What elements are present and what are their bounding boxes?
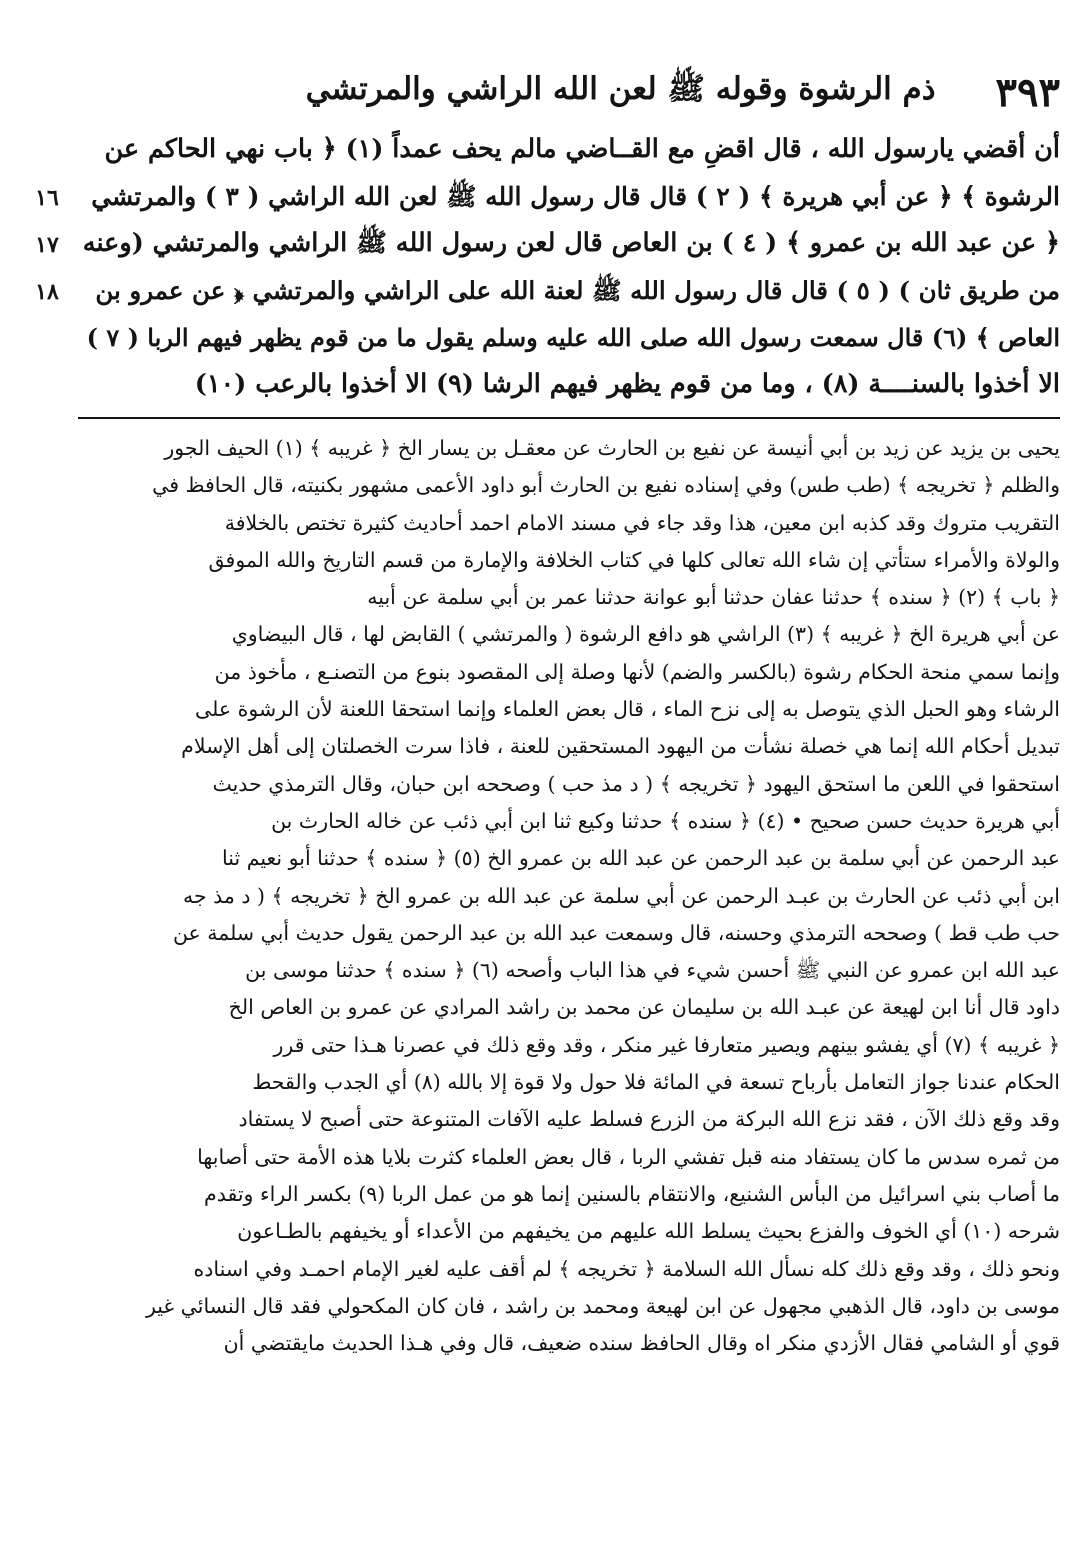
commentary-line: عبد الله ابن عمرو عن النبي ﷺ أحسن شيء في هذا الباب وأصحه (٦) ﴿ سنده ﴾ حدثنا موسى بن bbox=[245, 958, 1060, 983]
commentary-line: والظلم ﴿ تخريجه ﴾ (طب طس) وفي إسناده نفيع بن الحارث أبو داود الأعمى مشهور بكنيته، قال الحافظ في bbox=[152, 473, 1060, 498]
commentary-line: ﴿ غريبه ﴾ (٧) أي يفشو بينهم ويصير متعارفا غير منكر ، وقد وقع ذلك في عصرنا هـذا حتى قرر bbox=[273, 1032, 1060, 1057]
commentary-line: التقريب متروك وقد كذبه ابن معين، هذا وقد جاء في مسند الامام احمد أحاديث كثيرة تختص بالخلافة bbox=[224, 510, 1060, 535]
commentary-text bbox=[38, 430, 1060, 1362]
commentary-line: عبد الرحمن عن أبي سلمة بن عبد الرحمن عن عبد الله بن عمرو الخ (٥) ﴿ سنده ﴾ حدثنا أبو نعيم ثنا bbox=[222, 846, 1060, 871]
page-header bbox=[290, 62, 1060, 122]
commentary-line: ونحو ذلك ، وقد وقع ذلك كله نسأل الله السلامة ﴿ تخريجه ﴾ لم أقف عليه لغير الإمام احمـد وفي اسناده bbox=[193, 1256, 1060, 1281]
commentary-line: الرشاء وهو الحبل الذي يتوصل به إلى نزح الماء ، قال بعض العلماء وإنما استحقا اللعنة لأن الرشوة على bbox=[195, 697, 1060, 722]
commentary-line: ابن أبي ذئب عن الحارث بن عبـد الرحمن عن أبي سلمة عن عبد الله بن عمرو الخ ﴿ تخريجه ﴾ ( د مذ جه bbox=[182, 883, 1060, 908]
commentary-line: أبي هريرة حديث حسن صحيح • (٤) ﴿ سنده ﴾ حدثنا وكيع ثنا ابن أبي ذئب عن خاله الحارث بن bbox=[271, 808, 1060, 833]
commentary-line: داود قال أنا ابن لهيعة عن عبـد الله بن سليمان عن محمد بن راشد المرادي عن عمرو بن العاص الخ bbox=[228, 995, 1060, 1020]
commentary-line: يحيى بن يزيد عن زيد بن أبي أنيسة عن نفيع بن الحارث عن معقـل بن يسار الخ ﴿ غريبه ﴾ (١) الحيف الجور bbox=[164, 436, 1060, 460]
page-number: ٣٩٣ bbox=[995, 68, 1060, 116]
commentary-line: ﴿ باب ﴾ (٢) ﴿ سنده ﴾ حدثنا عفان حدثنا أبو عوانة حدثنا عمر بن أبي سلمة عن أبيه bbox=[367, 585, 1060, 610]
text-line: من طريق ثان ) ( ٥ ) قال قال رسول الله ﷺ لعنة الله على الراشي والمرتشي ﴿ عن عمرو بن bbox=[95, 276, 1060, 305]
text-line: الرشوة ﴾ ﴿ عن أبي هريرة ﴾ ( ٢ ) قال قال رسول الله ﷺ لعن الله الراشي ( ٣ ) والمرتشي bbox=[91, 182, 1060, 211]
commentary-line: حب طب قط ) وصححه الترمذي وحسنه، قال وسمعت عبد الله بن عبد الرحمن يقول حديث أبي سلمة عن bbox=[172, 920, 1060, 945]
line-number: ١٨ bbox=[35, 279, 59, 305]
commentary-line: ما أصاب بني اسرائيل من البأس الشنيع، والانتقام بالسنين إنما هو من عمل الربا (٩) بكسر الراء وتقدم bbox=[204, 1181, 1060, 1206]
commentary-line: تبديل أحكام الله إنما هي خصلة نشأت من اليهود المستحقين للعنة ، فاذا سرت الخصلتان إلى أهل الإسلام bbox=[181, 734, 1060, 759]
commentary-line: شرحه (١٠) أي الخوف والفزع بحيث يسلط الله عليهم من يخيفهم من الأعداء أو يخيفهم بالطـاعون bbox=[237, 1219, 1060, 1244]
hadith-text bbox=[78, 126, 1060, 408]
commentary-line: عن أبي هريرة الخ ﴿ غريبه ﴾ (٣) الراشي هو دافع الرشوة ( والمرتشي ) القابض لها ، قال البيضاوي bbox=[231, 622, 1060, 647]
commentary-line: من ثمره سدس ما كان يستفاد منه قبل تفشي الربا ، قال بعض العلماء كثرت بلايا هذه الأمة حتى أصابها bbox=[197, 1144, 1060, 1169]
text-line: أن أقضي يارسول الله ، قال اقضِ مع القــاضي مالم يحف عمداً (١) ﴿ باب نهي الحاكم عن bbox=[104, 134, 1060, 164]
running-title: ذم الرشوة وقوله ﷺ لعن الله الراشي والمرتشي bbox=[305, 70, 936, 107]
text-line: العاص ﴾ (٦) قال سمعت رسول الله صلى الله عليه وسلم يقول ما من قوم يظهر فيهم الربا ( ٧ ) bbox=[86, 323, 1060, 352]
commentary-line: الحكام عندنا جواز التعامل بأرباح تسعة في المائة فلا حول ولا قوة إلا بالله (٨) أي الجدب والقحط bbox=[252, 1070, 1060, 1095]
text-line: ﴿ عن عبد الله بن عمرو ﴾ ( ٤ ) بن العاص قال لعن رسول الله ﷺ الراشي والمرتشي (وعنه bbox=[82, 228, 1060, 258]
footnote-divider bbox=[78, 417, 1060, 419]
commentary-line: والولاة والأمراء ستأتي إن شاء الله تعالى كلها في كتاب الخلافة والإمارة من قسم التاريخ والله الموفق bbox=[208, 547, 1060, 572]
commentary-line: موسى بن داود، قال الذهبي مجهول عن ابن لهيعة ومحمد بن راشد ، فان كان المكحولي فقد قال النسائي غير bbox=[145, 1293, 1060, 1318]
line-number: ١٧ bbox=[35, 232, 59, 258]
commentary-line: وإنما سمي منحة الحكام رشوة (بالكسر والضم) لأنها وصلة إلى المقصود بنوع من التصنـع ، مأخوذ من bbox=[214, 659, 1060, 684]
commentary-line: قوي أو الشامي فقال الأزدي منكر اه وقال الحافظ سنده ضعيف، قال وفي هـذا الحديث مايقتضي أن bbox=[223, 1331, 1060, 1356]
commentary-line: وقد وقع ذلك الآن ، فقد نزع الله البركة من الزرع فسلط عليه الآفات المتنوعة حتى أصبح لا يستفاد bbox=[238, 1107, 1060, 1132]
text-line: الا أخذوا بالسنــــة (٨) ، وما من قوم يظهر فيهم الرشا (٩) الا أخذوا بالرعب (١٠) bbox=[194, 369, 1060, 399]
commentary-line: استحقوا في اللعن ما استحق اليهود ﴿ تخريجه ﴾ ( د مذ حب ) وصححه ابن حبان، وقال الترمذي حديث bbox=[212, 771, 1060, 796]
line-number: ١٦ bbox=[35, 185, 59, 211]
